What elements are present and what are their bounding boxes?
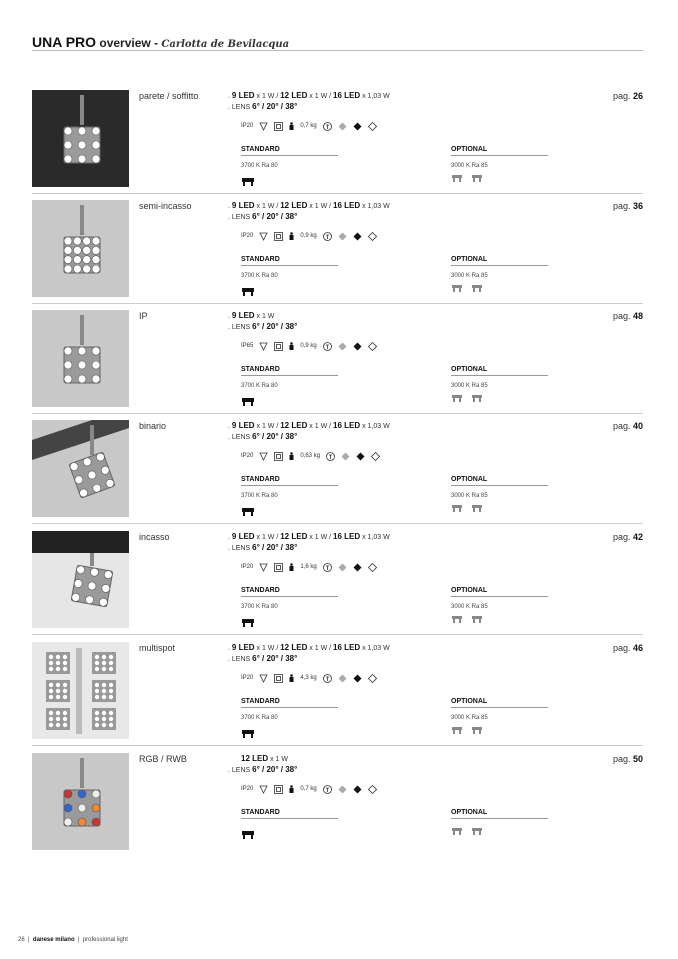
- driver-icon: [323, 674, 332, 683]
- diamond-outline-icon: [368, 232, 377, 241]
- optional-label: OPTIONAL: [451, 587, 548, 597]
- product-row: [32, 747, 643, 857]
- diamond-black-icon: [353, 563, 362, 572]
- ip-rating: IP20: [241, 123, 254, 129]
- ip-rating: IP20: [241, 786, 254, 792]
- product-photo: [32, 90, 129, 187]
- fixture-optional-icon: [471, 174, 483, 183]
- optional-label: OPTIONAL: [451, 698, 548, 708]
- weight-value: 0,63 kg: [300, 453, 321, 459]
- optional-value: 3000 K Ra 85: [451, 273, 488, 279]
- standard-icons: [241, 174, 255, 192]
- optional-label: OPTIONAL: [451, 146, 548, 156]
- diamond-grey-icon: [338, 342, 347, 351]
- footer-brand: danese milano: [32, 937, 75, 943]
- diamond-black-icon: [353, 122, 362, 131]
- standard-label: STANDARD: [241, 476, 338, 486]
- fixture-standard-icon: [241, 729, 255, 739]
- diamond-black-icon: [353, 232, 362, 241]
- standard-value: 3700 K Ra 80: [241, 604, 278, 610]
- weight-icon: [289, 452, 294, 460]
- standard-icons: [241, 284, 255, 302]
- diamond-black-icon: [356, 452, 365, 461]
- product-photo: [32, 420, 129, 517]
- driver-icon: [323, 342, 332, 351]
- optional-value: 3000 K Ra 85: [451, 715, 488, 721]
- diamond-grey-icon: [338, 785, 347, 794]
- fixture-standard-icon: [241, 618, 255, 628]
- ip-rating: IP65: [241, 343, 254, 349]
- fixture-optional-icon: [451, 615, 463, 624]
- fixture-optional-icon: [451, 726, 463, 735]
- lens-spec: . LENS 6° / 20° / 38°: [228, 765, 298, 774]
- page-reference[interactable]: pag. 48: [612, 311, 643, 321]
- footer-sub: professional light: [82, 937, 128, 943]
- page-header: [32, 34, 643, 51]
- standard-label: STANDARD: [241, 366, 338, 376]
- insulation-icon: [274, 674, 283, 683]
- page-footer: 26 | danese milano | professional light: [18, 937, 128, 943]
- weight-icon: [289, 122, 294, 130]
- spec-icons: [241, 451, 380, 461]
- standard-value: 3700 K Ra 80: [241, 383, 278, 389]
- standard-value: 3700 K Ra 80: [241, 163, 278, 169]
- page-reference[interactable]: pag. 40: [612, 421, 643, 431]
- product-name: multispot: [139, 643, 176, 653]
- class-icon: [259, 452, 268, 461]
- fixture-standard-icon: [241, 830, 255, 840]
- optional-value: 3000 K Ra 85: [451, 163, 488, 169]
- fixture-optional-icon: [471, 726, 483, 735]
- spec-icons: [241, 784, 377, 794]
- led-spec: . 9 LED x 1 W / 12 LED x 1 W / 16 LED x 1,03 W: [228, 91, 390, 100]
- class-icon: [259, 563, 268, 572]
- optional-value: 3000 K Ra 85: [451, 604, 488, 610]
- optional-value: 3000 K Ra 85: [451, 493, 488, 499]
- standard-icons: [241, 504, 255, 522]
- fixture-optional-icon: [451, 504, 463, 513]
- optional-icons: [451, 504, 483, 513]
- led-spec: . 9 LED x 1 W: [228, 311, 275, 320]
- weight-value: 0,9 kg: [300, 233, 317, 239]
- product-name: incasso: [139, 532, 170, 542]
- product-row: [32, 84, 643, 194]
- led-spec: . 9 LED x 1 W / 12 LED x 1 W / 16 LED x 1,03 W: [228, 643, 390, 652]
- ip-rating: IP20: [241, 453, 254, 459]
- weight-icon: [289, 232, 294, 240]
- class-icon: [259, 232, 268, 241]
- optional-icons: [451, 284, 483, 293]
- product-row: [32, 414, 643, 524]
- fixture-optional-icon: [451, 827, 463, 836]
- fixture-optional-icon: [471, 394, 483, 403]
- fixture-optional-icon: [471, 504, 483, 513]
- optional-icons: [451, 174, 483, 183]
- led-spec: 12 LED x 1 W: [241, 754, 288, 763]
- product-row: [32, 525, 643, 635]
- product-name: RGB / RWB: [139, 754, 187, 764]
- product-photo: [32, 200, 129, 297]
- diamond-outline-icon: [368, 674, 377, 683]
- weight-value: 0,7 kg: [300, 123, 317, 129]
- driver-icon: [323, 122, 332, 131]
- product-row: [32, 194, 643, 304]
- diamond-outline-icon: [368, 342, 377, 351]
- weight-value: 4,3 kg: [300, 675, 317, 681]
- fixture-optional-icon: [471, 284, 483, 293]
- standard-icons: [241, 394, 255, 412]
- standard-value: 3700 K Ra 80: [241, 493, 278, 499]
- product-photo: [32, 642, 129, 739]
- product-name: semi-incasso: [139, 201, 192, 211]
- diamond-outline-icon: [368, 563, 377, 572]
- lens-spec: . LENS 6° / 20° / 38°: [228, 102, 298, 111]
- header-overview: overview -: [96, 36, 162, 50]
- driver-icon: [323, 785, 332, 794]
- standard-value: 3700 K Ra 80: [241, 273, 278, 279]
- ip-rating: IP20: [241, 564, 254, 570]
- weight-icon: [289, 674, 294, 682]
- diamond-outline-icon: [371, 452, 380, 461]
- standard-label: STANDARD: [241, 587, 338, 597]
- page-reference[interactable]: pag. 26: [612, 91, 643, 101]
- product-name: parete / soffitto: [139, 91, 199, 101]
- class-icon: [259, 122, 268, 131]
- class-icon: [259, 785, 268, 794]
- diamond-grey-icon: [338, 674, 347, 683]
- page-reference[interactable]: pag. 42: [612, 532, 643, 542]
- insulation-icon: [274, 232, 283, 241]
- class-icon: [259, 674, 268, 683]
- spec-icons: [241, 341, 377, 351]
- optional-icons: [451, 726, 483, 735]
- lens-spec: . LENS 6° / 20° / 38°: [228, 543, 298, 552]
- diamond-grey-icon: [341, 452, 350, 461]
- spec-icons: [241, 673, 377, 683]
- optional-value: 3000 K Ra 85: [451, 383, 488, 389]
- standard-label: STANDARD: [241, 698, 338, 708]
- spec-icons: [241, 231, 377, 241]
- standard-icons: [241, 827, 255, 845]
- optional-icons: [451, 394, 483, 403]
- optional-label: OPTIONAL: [451, 476, 548, 486]
- insulation-icon: [274, 563, 283, 572]
- optional-label: OPTIONAL: [451, 256, 548, 266]
- product-row: [32, 636, 643, 746]
- product-name: binario: [139, 421, 167, 431]
- fixture-optional-icon: [451, 284, 463, 293]
- led-spec: . 9 LED x 1 W / 12 LED x 1 W / 16 LED x 1,03 W: [228, 532, 390, 541]
- diamond-black-icon: [353, 785, 362, 794]
- page-reference[interactable]: pag. 46: [612, 643, 643, 653]
- fixture-standard-icon: [241, 177, 255, 187]
- weight-value: 0,9 kg: [300, 343, 317, 349]
- page-reference[interactable]: pag. 36: [612, 201, 643, 211]
- product-row: [32, 304, 643, 414]
- standard-icons: [241, 615, 255, 633]
- standard-label: STANDARD: [241, 146, 338, 156]
- led-spec: . 9 LED x 1 W / 12 LED x 1 W / 16 LED x 1,03 W: [228, 201, 390, 210]
- diamond-grey-icon: [338, 563, 347, 572]
- page-reference[interactable]: pag. 50: [612, 754, 643, 764]
- fixture-standard-icon: [241, 287, 255, 297]
- optional-label: OPTIONAL: [451, 809, 548, 819]
- row-divider: [32, 523, 643, 524]
- fixture-standard-icon: [241, 397, 255, 407]
- weight-icon: [289, 785, 294, 793]
- fixture-optional-icon: [471, 827, 483, 836]
- insulation-icon: [274, 452, 283, 461]
- fixture-standard-icon: [241, 507, 255, 517]
- optional-icons: [451, 615, 483, 624]
- weight-icon: [289, 342, 294, 350]
- standard-label: STANDARD: [241, 809, 338, 819]
- lens-spec: . LENS 6° / 20° / 38°: [228, 322, 298, 331]
- class-icon: [259, 342, 268, 351]
- fixture-optional-icon: [451, 174, 463, 183]
- row-divider: [32, 634, 643, 635]
- diamond-black-icon: [353, 674, 362, 683]
- lens-spec: . LENS 6° / 20° / 38°: [228, 654, 298, 663]
- fixture-optional-icon: [451, 394, 463, 403]
- lens-spec: . LENS 6° / 20° / 38°: [228, 432, 298, 441]
- driver-icon: [326, 452, 335, 461]
- product-name: IP: [139, 311, 148, 321]
- product-photo: [32, 531, 129, 628]
- weight-icon: [289, 563, 294, 571]
- weight-value: 0,7 kg: [300, 786, 317, 792]
- diamond-outline-icon: [368, 122, 377, 131]
- insulation-icon: [274, 785, 283, 794]
- footer-page-number: 26: [18, 937, 25, 943]
- weight-value: 1,6 kg: [300, 564, 317, 570]
- lens-spec: . LENS 6° / 20° / 38°: [228, 212, 298, 221]
- standard-label: STANDARD: [241, 256, 338, 266]
- diamond-grey-icon: [338, 232, 347, 241]
- standard-value: 3700 K Ra 80: [241, 715, 278, 721]
- header-title: UNA PRO: [32, 34, 97, 50]
- diamond-outline-icon: [368, 785, 377, 794]
- standard-icons: [241, 726, 255, 744]
- ip-rating: IP20: [241, 675, 254, 681]
- led-spec: . 9 LED x 1 W / 12 LED x 1 W / 16 LED x 1,03 W: [228, 421, 390, 430]
- insulation-icon: [274, 342, 283, 351]
- product-photo: [32, 310, 129, 407]
- header-designer: Carlotta de Bevilacqua: [161, 39, 290, 50]
- row-divider: [32, 745, 643, 746]
- fixture-optional-icon: [471, 615, 483, 624]
- optional-label: OPTIONAL: [451, 366, 548, 376]
- optional-icons: [451, 827, 483, 836]
- driver-icon: [323, 563, 332, 572]
- insulation-icon: [274, 122, 283, 131]
- ip-rating: IP20: [241, 233, 254, 239]
- driver-icon: [323, 232, 332, 241]
- diamond-black-icon: [353, 342, 362, 351]
- diamond-grey-icon: [338, 122, 347, 131]
- product-photo: [32, 753, 129, 850]
- spec-icons: [241, 121, 377, 131]
- spec-icons: [241, 562, 377, 572]
